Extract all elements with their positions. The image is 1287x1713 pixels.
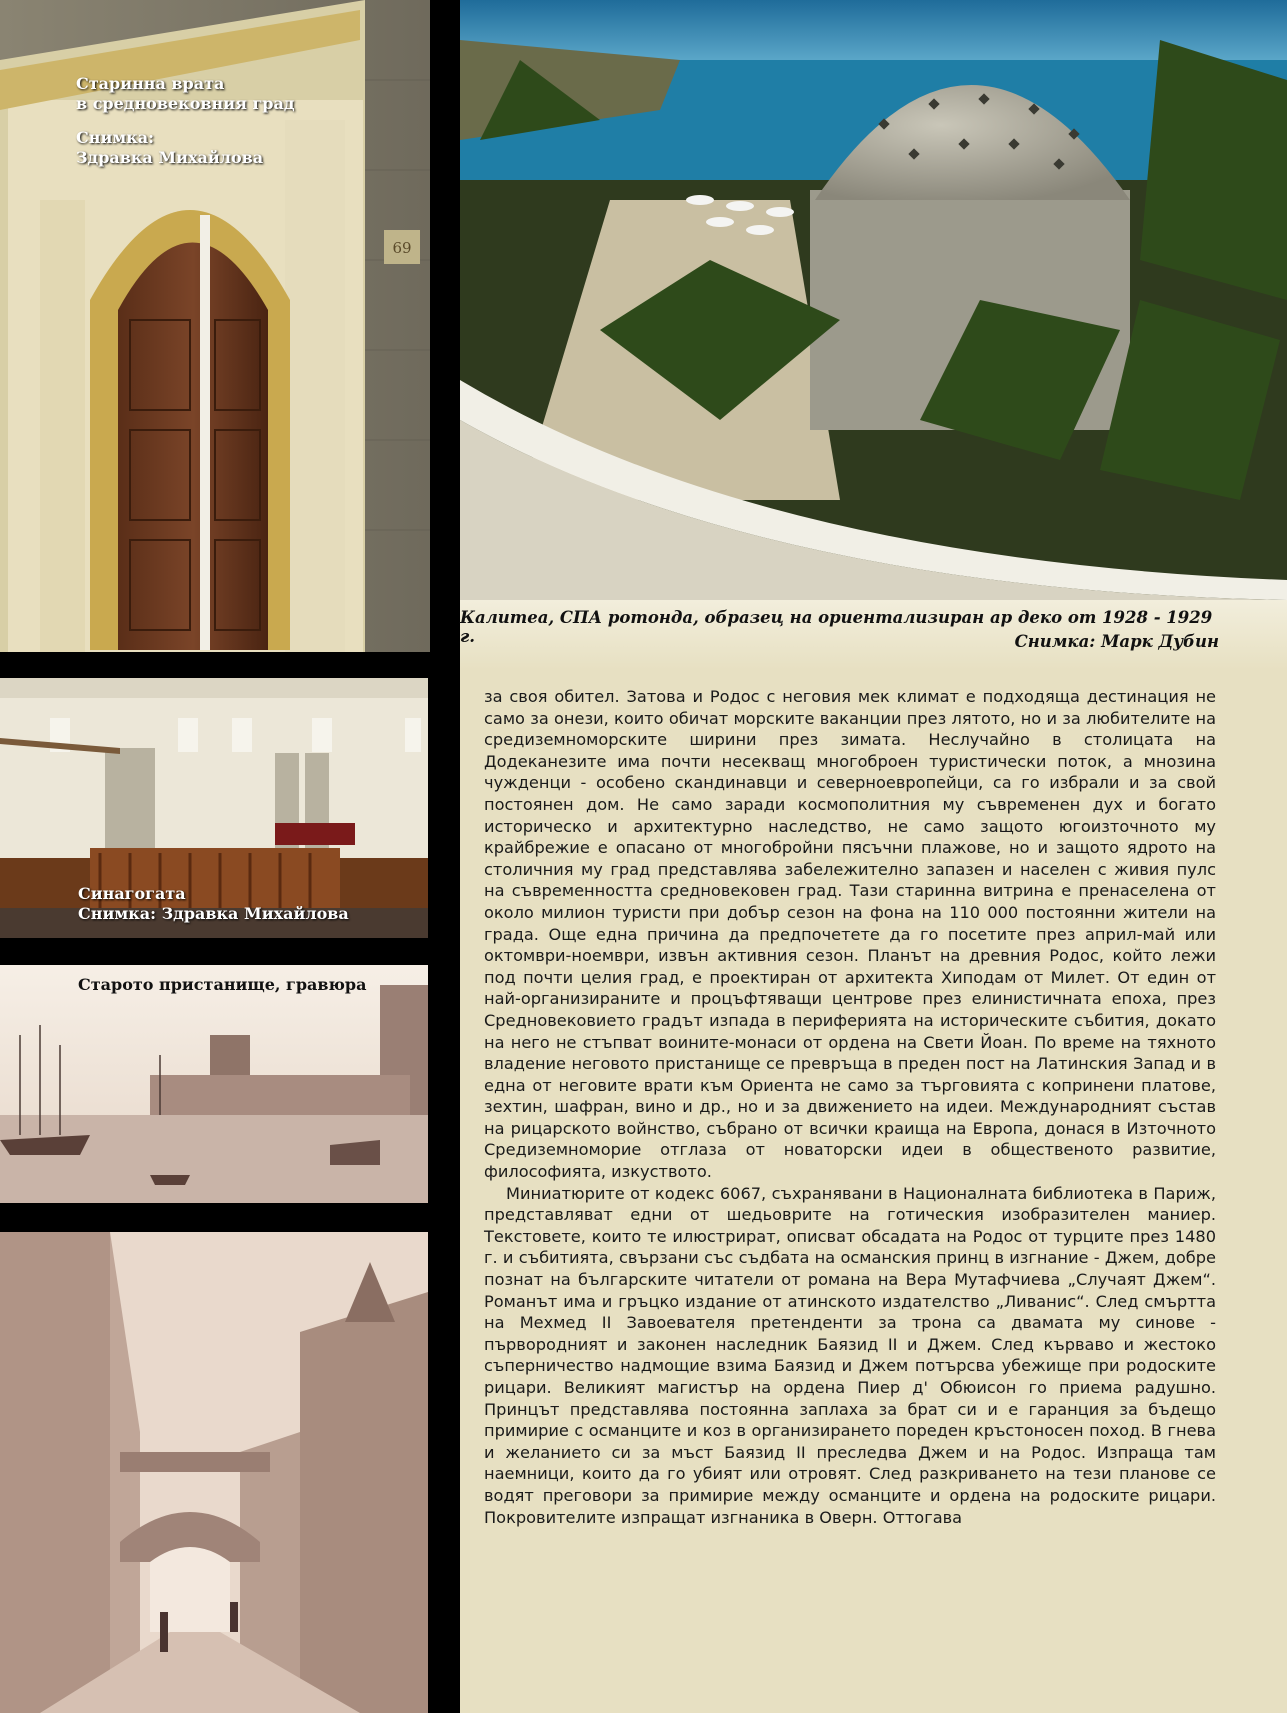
rotunda-illustration	[460, 0, 1287, 660]
street-illustration	[0, 1232, 428, 1713]
photo-old-harbor-engraving	[0, 965, 428, 1203]
article-body	[484, 686, 1216, 1528]
svg-text:69: 69	[392, 239, 412, 257]
article-paragraph: Миниатюрите от кодекс 6067, съхранявани в Националната библиотека в Париж, представляват едни от шедьоврите на готическия изобразителен маниер. Текстовете, които те илюстрират, описват обсадата на Родос от турците през 1480 г. и събитията, свързани със съдбата на османския принц в изгнание - Джем, добре познат на българските читатели от романа на Вера Мутафчиева „Случаят Джем“. Романът има и гръцко издание от атинското издателство „Ливанис“. След смъртта на Мехмед II Завоевателя претенденти за трона са двамата му синове - първородният и законен наследник Баязид II и Джем. След кърваво и жестоко съперничество надмощие взима Баязид и Джем потърсва убежище при родоските рицари. Великият магистър на ордена Пиер д' Обюисон го приема радушно. Принцът представлява постоянна заплаха за брат си и е гаранция за бъдещо примирие с османците и коз в организирането пореден кръстоносен поход. В гнева и желанието си за мъст Баязид II преследва Джем и на Родос. Изпраща там наемници, които да го убият или отровят. След разкриването на тези планове се водят преговори за примирие между османците и ордена на родоските рицари. Покровителите изпращат изгнаника в Оверн. Оттогава	[484, 1183, 1216, 1527]
photo-synagogue	[0, 678, 428, 938]
caption-harbor: Старото пристанище, гравюра	[78, 975, 367, 994]
photo-kallithea-rotunda	[460, 0, 1287, 660]
harbor-illustration	[0, 965, 428, 1203]
article-column	[460, 0, 1287, 1713]
photo-old-gate	[0, 0, 430, 652]
caption-gate: Старинна врата в средновековния град Снимка: Здравка Михайлова	[76, 74, 295, 167]
caption-synagogue: Синагогата Снимка: Здравка Михайлова	[78, 884, 349, 923]
photo-street-engraving	[0, 1232, 428, 1713]
caption-hero: Калитеа, СПА ротонда, образец на ориентализиран ар деко от 1928 - 1929 г. Снимка: Марк Дубин	[460, 600, 1287, 670]
article-paragraph: за своя обител. Затова и Родос с неговия мек климат е подходяща дестинация не само за онези, които обичат морските ваканции през лятото, но и за любителите на средиземноморските ширини през зимата. Неслучайно в столицата на Додеканезите има почти несекващ многоброен туристически поток, а мнозина чужденци - особено скандинавци и северноевропейци, са го избрали и за свой постоянен дом. Не само заради космополитния му съвременен дух и богато историческо и архитектурно наследство, не само защото югоизточното му крайбрежие е опасано от многобройни пясъчни плажове, но и защото ядрото на столичния му град представлява забележително запазен и населен с живия пулс на съвременността средновековен град. Тази старинна витрина е пренаселена от около милион туристи при добър сезон на фона на 110 000 постоянни жители на града. Още една причина да предпочетете да го посетите през април-май или октомври-ноември, извън активния сезон. Планът на древния Родос, който лежи под почти целия град, е проектиран от архитекта Хиподам от Милет. От един от най-организираните и процъфтяващи центрове през елинистичната епоха, през Средновековието градът изпада в периферията на историческите събития, докато на него не стъпват воините-монаси от ордена на Свети Йоан. По време на тяхното владение неговото пристанище се превръща в преден пост на Латинския Запад и в една от неговите врати към Ориента не само за търговията с копринени платове, зехтин, шафран, вино и др., но и за движението на идеи. Международният състав на рицарското войнство, събрано от всички краища на Европа, донася в Източното Средиземноморие отглаза от новаторски идеи в общественото развитие, философията, изкуството.	[484, 687, 1216, 1182]
